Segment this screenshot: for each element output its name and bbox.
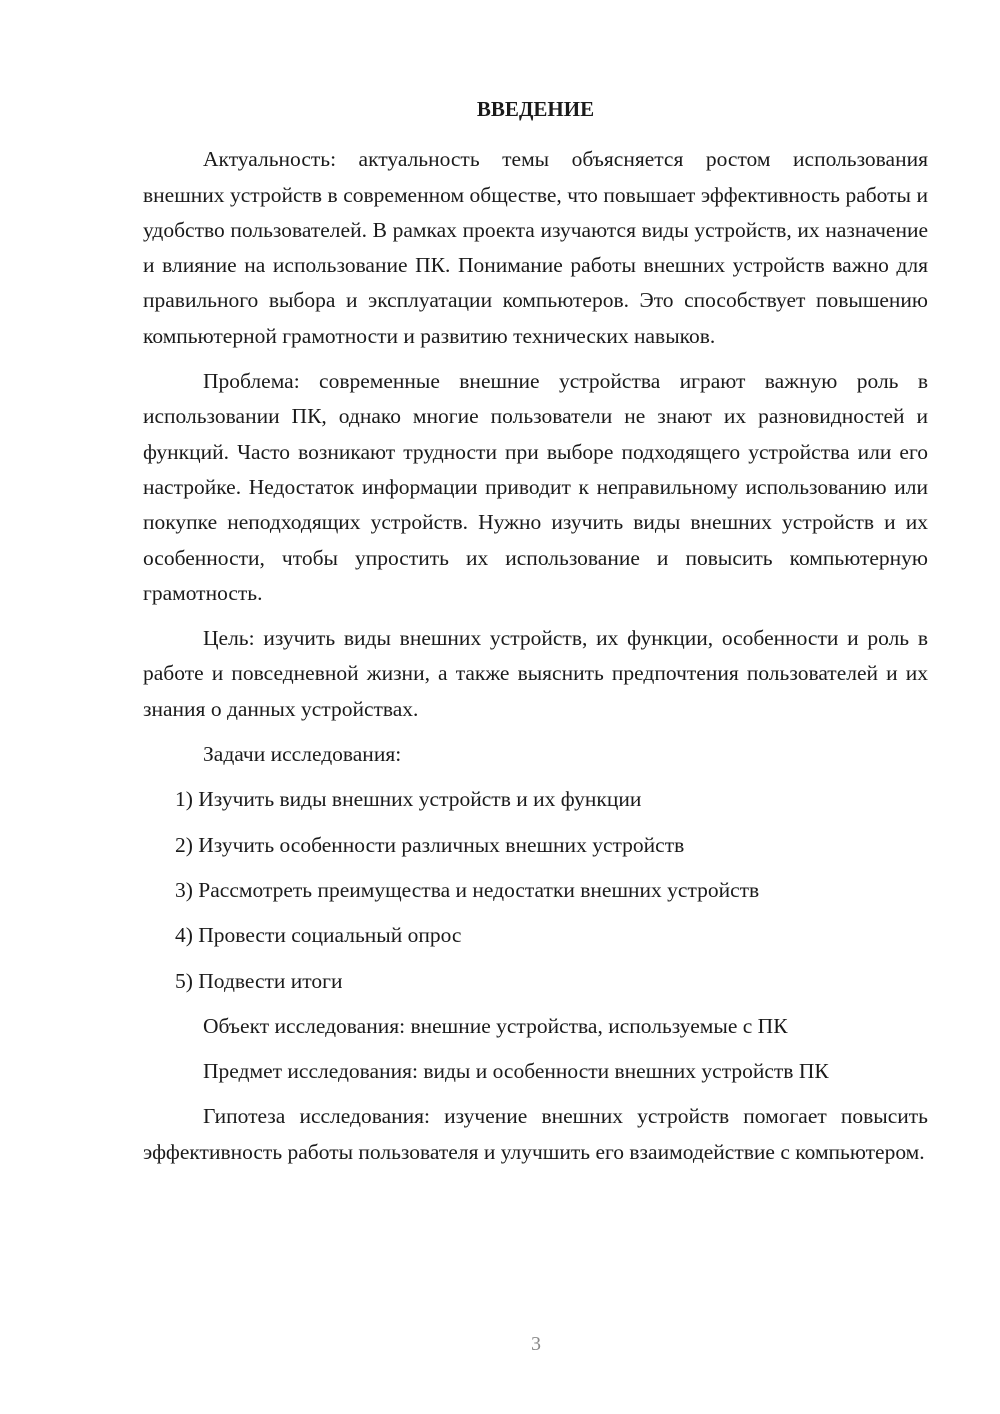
object-paragraph: Объект исследования: внешние устройства, используемые с ПК	[203, 1013, 788, 1038]
task-item: 3) Рассмотреть преимущества и недостатки внешних устройств	[175, 877, 760, 902]
tasks-title: Задачи исследования:	[203, 742, 402, 767]
page-number: 3	[531, 1333, 541, 1355]
goal-paragraph: Цель: изучить виды внешних устройств, их функции, особенности и роль в работе и повседневной жизни, а также выяснить предпочтения пользователей и их знания о данных устройствах.	[143, 626, 928, 721]
hypothesis-paragraph: Гипотеза исследования: изучение внешних устройств помогает повысить эффективность работы пользователя и улучшить его взаимодействие с компьютером.	[143, 1104, 928, 1164]
document-page	[143, 92, 928, 1180]
tasks-list	[143, 782, 928, 998]
relevance-paragraph: Актуальность: актуальность темы объясняется ростом использования внешних устройств в современном обществе, что повышает эффективность работы и удобство пользователей. В рамках проекта изучаются виды устройств, их назначение и влияние на использование ПК. Понимание работы внешних устройств важно для правильного выбора и эксплуатации компьютеров. Это способствует повышению компьютерной грамотности и развитию технических навыков.	[143, 147, 928, 348]
subject-paragraph: Предмет исследования: виды и особенности внешних устройств ПК	[203, 1059, 829, 1084]
task-item: 5) Подвести итоги	[175, 968, 343, 993]
task-item: 4) Провести социальный опрос	[175, 923, 462, 948]
task-item: 1) Изучить виды внешних устройств и их функции	[175, 787, 642, 812]
problem-paragraph: Проблема: современные внешние устройства играют важную роль в использовании ПК, однако многие пользователи не знают их разновидностей и функций. Часто возникают трудности при выборе подходящего устройства или его настройке. Недостаток информации приводит к неправильному использованию или покупке неподходящих устройств. Нужно изучить виды внешних устройств и их особенности, чтобы упростить их использование и повысить компьютерную грамотность.	[143, 369, 928, 605]
task-item: 2) Изучить особенности различных внешних устройств	[175, 832, 685, 857]
section-heading: ВВЕДЕНИЕ	[476, 97, 595, 121]
